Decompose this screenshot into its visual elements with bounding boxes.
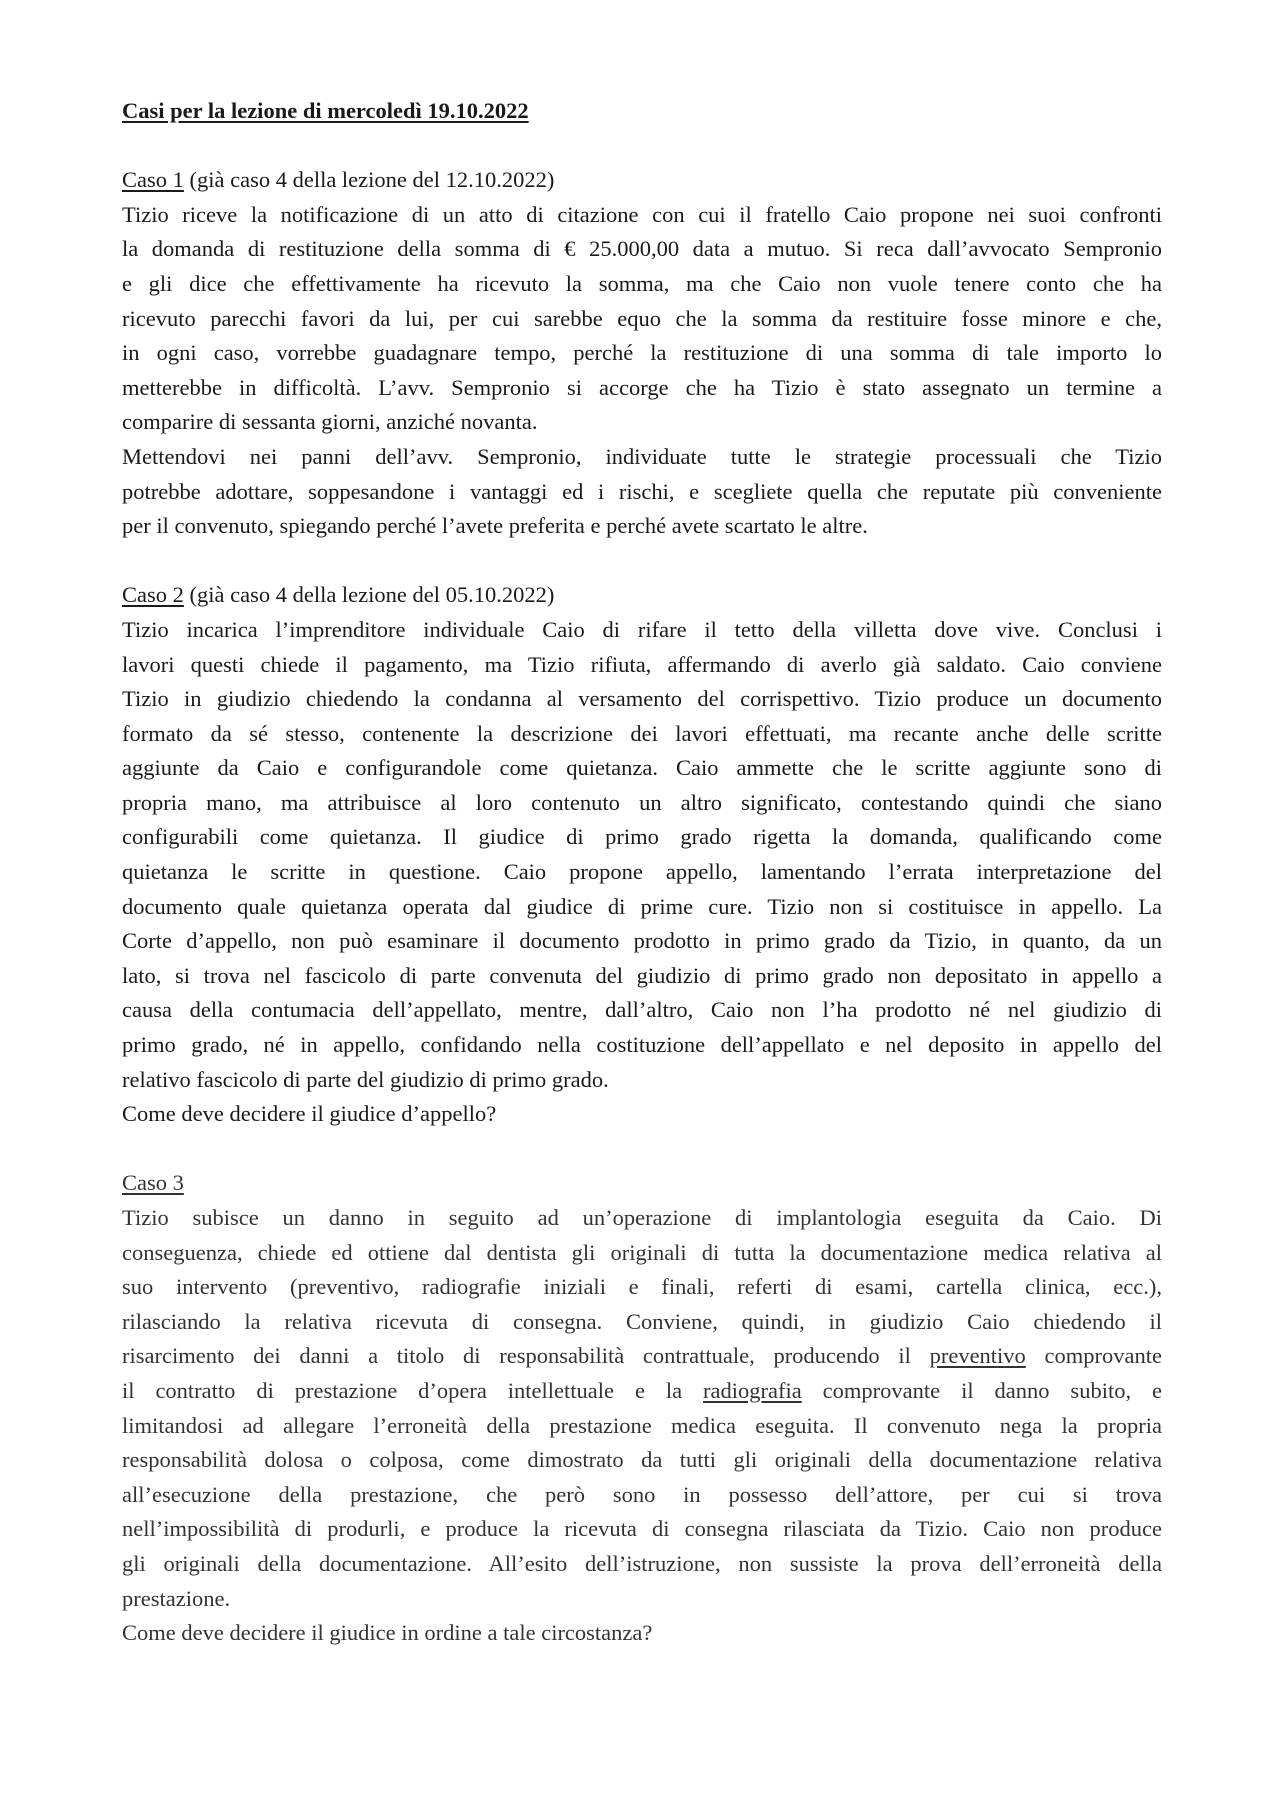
case-3-line <box>122 1339 1162 1374</box>
case-2-line: formato da sé stesso, contenente la descrizione dei lavori effettuati, ma recante anche delle scritte <box>122 720 1162 746</box>
case-2-line: primo grado, né in appello, confidando nella costituzione dell’appellato e nel deposito in appello del <box>122 1032 1162 1058</box>
case-3-text: risarcimento dei danni a titolo di responsabilità contrattuale, producendo il <box>122 1343 911 1369</box>
case-3-line: all’esecuzione della prestazione, che però sono in possesso dell’attore, per cui si trova <box>122 1481 1162 1507</box>
case-3-label: Caso 3 <box>122 1170 184 1196</box>
case-3 <box>122 1166 1162 1650</box>
case-1-line: ricevuto parecchi favori da lui, per cui sarebbe equo che la somma da restituire fosse minore e che, <box>122 305 1162 331</box>
case-3-line: Tizio subisce un danno in seguito ad un’operazione di implantologia eseguita da Caio. Di <box>122 1205 1162 1230</box>
case-2-line: causa della contumacia dell’appellato, mentre, dall’altro, Caio non l’ha prodotto né nel giudizio di <box>122 997 1162 1023</box>
case-2-line: aggiunte da Caio e configurandole come quietanza. Caio ammette che le scritte aggiunte sono di <box>122 755 1162 781</box>
case-2-line: lato, si trova nel fascicolo di parte convenuta del giudizio di primo grado non depositato in appello a <box>122 962 1162 988</box>
case-2-line: documento quale quietanza operata dal giudice di prime cure. Tizio non si costituisce in appello. La <box>122 893 1162 919</box>
case-1-line: metterebbe in difficoltà. L’avv. Sempronio si accorge che ha Tizio è stato assegnato un termine a <box>122 374 1162 400</box>
case-2-label: Caso 2 <box>122 582 184 608</box>
case-2-heading <box>122 578 1162 613</box>
underlined-term-radiografia: radiografia <box>703 1377 802 1403</box>
case-1-line: potrebbe adottare, soppesandone i vantaggi ed i rischi, e scegliete quella che reputate più conveniente <box>122 478 1162 504</box>
case-3-text: comprovante <box>1025 1343 1162 1369</box>
document-page <box>122 94 1162 1685</box>
case-3-line: rilasciando la relativa ricevuta di consegna. Conviene, quindi, in giudizio Caio chiedendo il <box>122 1308 1162 1334</box>
case-1 <box>122 163 1162 544</box>
case-1-line: Tizio riceve la notificazione di un atto di citazione con cui il fratello Caio propone nei suoi confronti <box>122 201 1162 227</box>
case-3-heading <box>122 1166 1162 1201</box>
case-2-line: Tizio in giudizio chiedendo la condanna al versamento del corrispettivo. Tizio produce un documento <box>122 686 1162 712</box>
case-3-line <box>122 1374 1162 1409</box>
case-2-line: quietanza le scritte in questione. Caio propone appello, lamentando l’errata interpretazione del <box>122 859 1162 885</box>
case-2-note: (già caso 4 della lezione del 05.10.2022) <box>183 582 555 608</box>
case-2-line: Tizio incarica l’imprenditore individuale Caio di rifare il tetto della villetta dove vive. Conclusi i <box>122 616 1162 642</box>
underlined-term-preventivo: preventivo <box>929 1343 1026 1369</box>
document-title: Casi per la lezione di mercoledì 19.10.2022 <box>122 98 529 123</box>
case-1-line: la domanda di restituzione della somma di € 25.000,00 data a mutuo. Si reca dall’avvocato Sempronio <box>122 236 1162 262</box>
case-2-line: Come deve decidere il giudice d’appello? <box>122 1101 497 1127</box>
case-1-note: (già caso 4 della lezione del 12.10.2022) <box>183 167 555 193</box>
case-2-line: configurabili come quietanza. Il giudice di primo grado rigetta la domanda, qualificando come <box>122 824 1162 850</box>
case-3-line: suo intervento (preventivo, radiografie iniziali e finali, referti di esami, cartella clinica, ecc.), <box>122 1274 1162 1300</box>
case-3-line: conseguenza, chiede ed ottiene dal dentista gli originali di tutta la documentazione medica relativa al <box>122 1239 1162 1265</box>
case-2-line: relativo fascicolo di parte del giudizio di primo grado. <box>122 1066 609 1092</box>
case-2-line: propria mano, ma attribuisce al loro contenuto un altro significato, contestando quindi che siano <box>122 789 1162 815</box>
case-3-line: Come deve decidere il giudice in ordine a tale circostanza? <box>122 1620 653 1646</box>
case-2-line: lavori questi chiede il pagamento, ma Tizio rifiuta, affermando di averlo già saldato. Caio conviene <box>122 651 1162 677</box>
case-3-text: comprovante il danno subito, e <box>801 1377 1162 1403</box>
case-1-label: Caso 1 <box>122 167 184 193</box>
case-1-line: Mettendovi nei panni dell’avv. Sempronio, individuate tutte le strategie processuali che Tizio <box>122 443 1162 469</box>
case-3-line: gli originali della documentazione. All’esito dell’istruzione, non sussiste la prova dell’erroneità della <box>122 1550 1162 1576</box>
case-1-line: in ogni caso, vorrebbe guadagnare tempo, perché la restituzione di una somma di tale importo lo <box>122 340 1162 366</box>
case-3-line: prestazione. <box>122 1585 231 1611</box>
case-3-line: responsabilità dolosa o colposa, come dimostrato da tutti gli originali della documentazione relativa <box>122 1447 1162 1473</box>
case-1-line: e gli dice che effettivamente ha ricevuto la somma, ma che Caio non vuole tenere conto che ha <box>122 270 1162 296</box>
case-3-line: nell’impossibilità di produrli, e produce la ricevuta di consegna rilasciata da Tizio. Caio non produce <box>122 1516 1162 1542</box>
case-1-heading <box>122 163 1162 198</box>
case-1-line: per il convenuto, spiegando perché l’avete preferita e perché avete scartato le altre. <box>122 513 868 539</box>
case-3-line: limitandosi ad allegare l’erroneità della prestazione medica eseguita. Il convenuto nega la propria <box>122 1412 1162 1438</box>
case-1-line: comparire di sessanta giorni, anziché novanta. <box>122 409 538 435</box>
case-2 <box>122 578 1162 1132</box>
case-3-text: il contratto di prestazione d’opera intellettuale e la <box>122 1377 683 1403</box>
case-2-line: Corte d’appello, non può esaminare il documento prodotto in primo grado da Tizio, in quanto, da un <box>122 928 1162 954</box>
